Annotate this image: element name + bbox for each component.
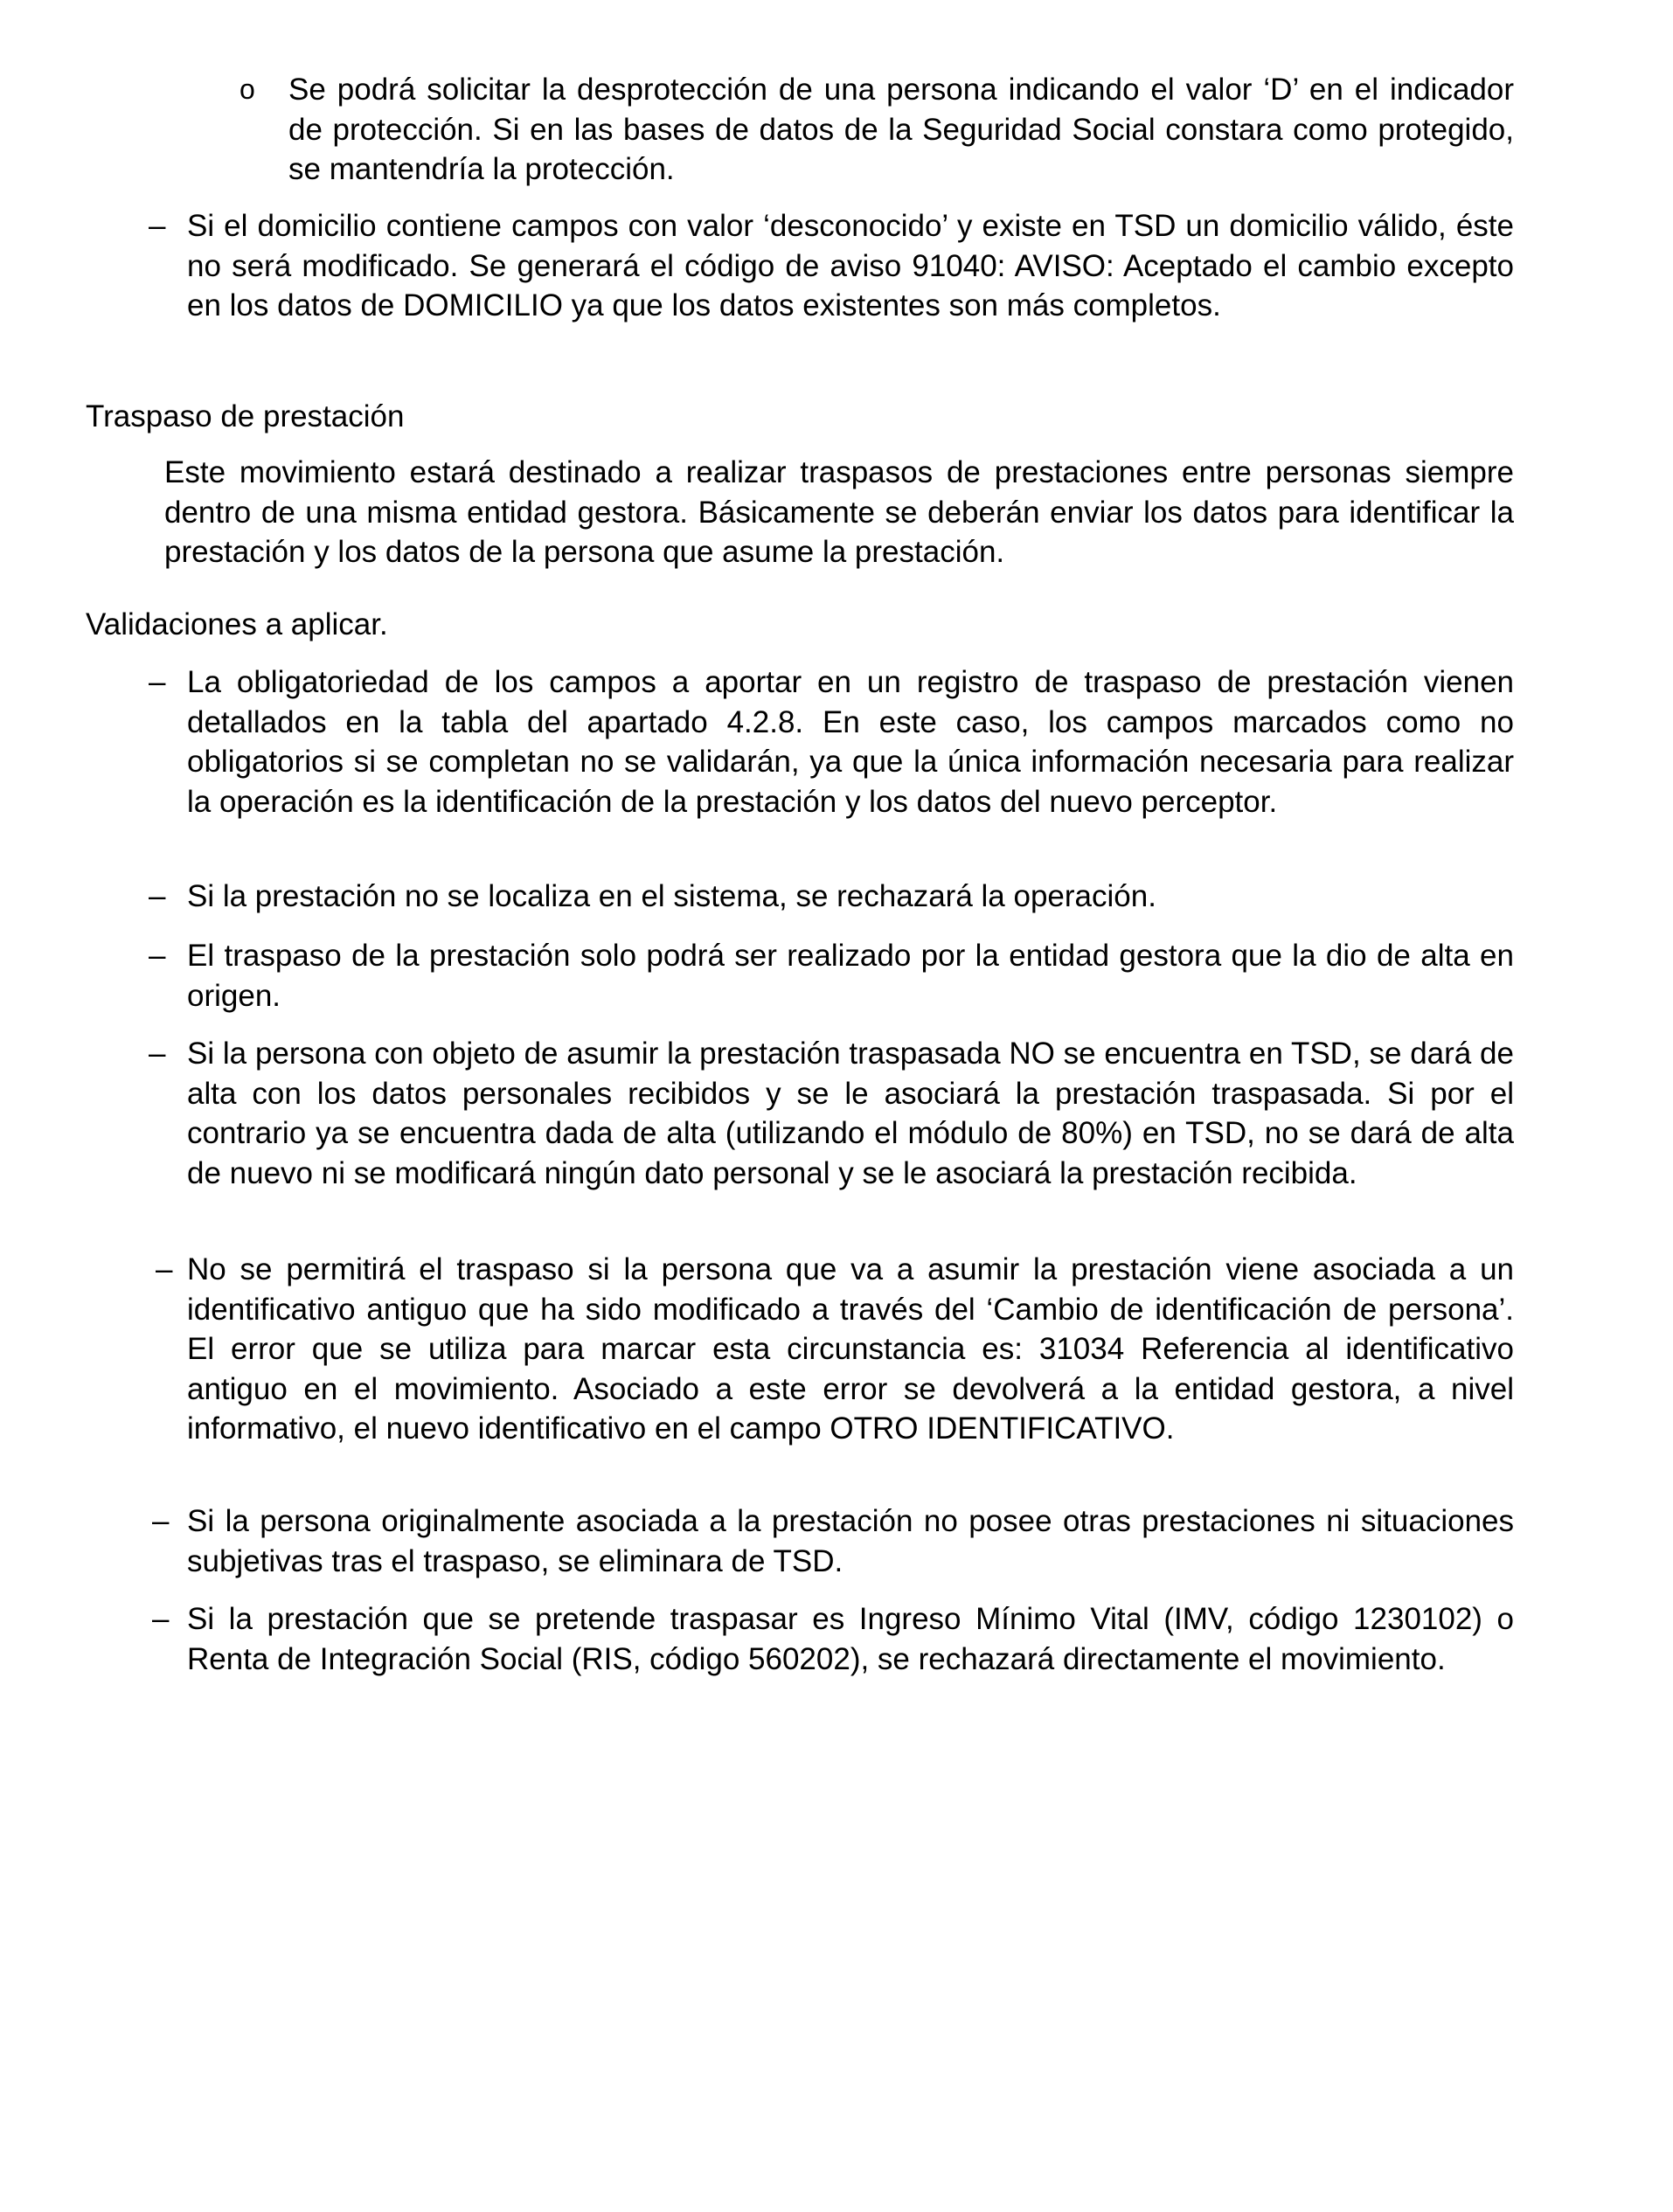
- dash-marker: –: [152, 1602, 170, 1636]
- dash-marker: –: [149, 1037, 166, 1071]
- validation-item: La obligatoriedad de los campos a aportar en un registro de traspaso de prestación vienen detallados en la tabla del apartado 4.2.8. En este caso, los campos marcados como no obligatorios si se completan no se validarán, ya que la única información necesaria para realizar la operación es la identificación de la prestación y los datos del nuevo perceptor.: [187, 665, 1514, 819]
- bullet-domicilio-text: Si el domicilio contiene campos con valor ‘desconocido’ y existe en TSD un domicilio válido, éste no será modificado. Se generará el código de aviso 91040: AVISO: Aceptado el cambio excepto en los datos de DOMICILIO ya que los datos existentes son más completos.: [187, 209, 1514, 322]
- paragraph-traspaso: Este movimiento estará destinado a realizar traspasos de prestaciones entre personas siempre dentro de una misma entidad gestora. Básicamente se deberán enviar los datos para identificar la prestación y los datos de la persona que asume la prestación.: [164, 455, 1514, 569]
- dash-marker: –: [149, 939, 166, 973]
- section-heading-validaciones: Validaciones a aplicar.: [86, 607, 388, 641]
- sub-bullet-marker: o: [239, 73, 255, 105]
- dash-marker: –: [152, 1504, 170, 1538]
- validation-item: Si la prestación que se pretende traspasar es Ingreso Mínimo Vital (IMV, código 1230102) o Renta de Integración Social (RIS, código 560202), se rechazará directamente el movimiento.: [187, 1602, 1514, 1676]
- validation-item: El traspaso de la prestación solo podrá ser realizado por la entidad gestora que la dio de alta en origen.: [187, 939, 1514, 1013]
- dash-marker: –: [156, 1252, 173, 1286]
- validation-item: Si la persona con objeto de asumir la prestación traspasada NO se encuentra en TSD, se dará de alta con los datos personales recibidos y se le asociará la prestación traspasada. Si por el contrario ya se encuentra dada de alta (utilizando el módulo de 80%) en TSD, no se dará de alta de nuevo ni se modificará ningún dato personal y se le asociará la prestación recibida.: [187, 1037, 1514, 1190]
- sub-bullet-protection-text: Se podrá solicitar la desprotección de una persona indicando el valor ‘D’ en el indicador de protección. Si en las bases de datos de la Seguridad Social constara como protegido, se mantendría la protección.: [288, 73, 1514, 186]
- validation-item: No se permitirá el traspaso si la persona que va a asumir la prestación viene asociada a un identificativo antiguo que ha sido modificado a través del ‘Cambio de identificación de persona’. El error que se utiliza para marcar esta circunstancia es: 31034 Referencia al identificativo antiguo en el movimiento. Asociado a este error se devolverá a la entidad gestora, a nivel informativo, el nuevo identificativo en el campo OTRO IDENTIFICATIVO.: [187, 1252, 1514, 1446]
- section-heading-traspaso: Traspaso de prestación: [86, 399, 405, 433]
- validation-item: Si la prestación no se localiza en el sistema, se rechazará la operación.: [187, 879, 1156, 913]
- dash-marker: –: [149, 879, 166, 913]
- dash-marker: –: [149, 665, 166, 699]
- dash-marker: –: [149, 209, 166, 243]
- validation-item: Si la persona originalmente asociada a la prestación no posee otras prestaciones ni situaciones subjetivas tras el traspaso, se eliminara de TSD.: [187, 1504, 1514, 1578]
